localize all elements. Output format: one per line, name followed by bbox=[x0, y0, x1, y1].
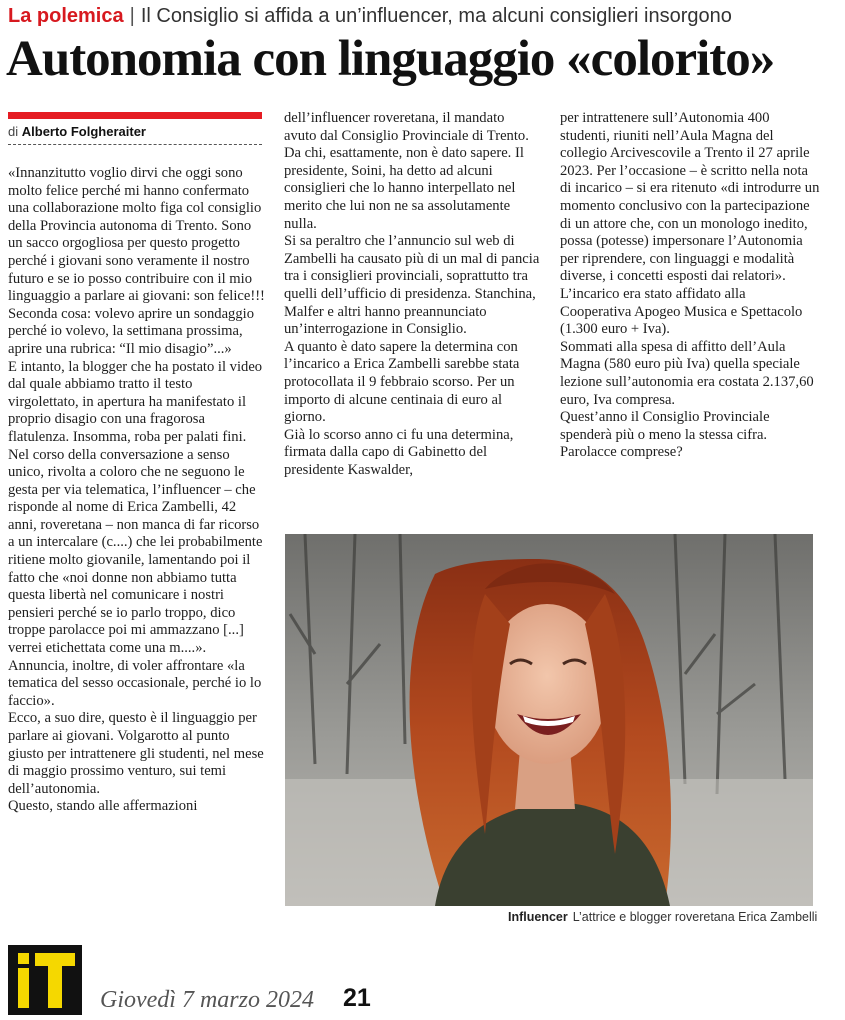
paragraph: Ecco, a suo dire, questo è il linguaggio per parlare ai giovani. Volgarotto al punto giusto per intrattenere gli studenti, nel mese di maggio prossimo venturo, sui temi dell’autonomia. bbox=[8, 710, 264, 797]
newspaper-logo bbox=[8, 945, 82, 1015]
byline bbox=[8, 123, 262, 145]
paragraph: Si sa peraltro che l’annuncio sul web di Zambelli ha causato più di un mal di pancia tra i consiglieri provinciali, soprattutto tra quelli dell’ufficio di presidenza. Stanchina, Malfer e altri hanno preannunciato un’interrogazione in Consiglio. bbox=[284, 233, 540, 338]
paragraph: Quest’anno il Consiglio Provinciale spenderà più o meno la stessa cifra. Parolacce comprese? bbox=[560, 409, 770, 461]
byline-author: Alberto Folgheraiter bbox=[21, 124, 146, 139]
headline: Autonomia con linguaggio «colorito» bbox=[6, 31, 775, 87]
section-label: La polemica bbox=[8, 5, 124, 27]
paragraph: Già lo scorso anno ci fu una determina, firmata dalla capo di Gabinetto del presidente Kaswalder, bbox=[284, 426, 514, 478]
kicker-separator: | bbox=[129, 5, 135, 27]
byline-prefix: di bbox=[8, 124, 19, 139]
paragraph: A quanto è dato sapere la determina con l’incarico a Erica Zambelli sarebbe stata protocollata il 9 febbraio scorso. Per un importo di alcune centinaia di euro al giorno. bbox=[284, 338, 520, 426]
accent-bar bbox=[8, 112, 262, 119]
photo-illustration bbox=[285, 534, 813, 906]
paragraph: per intrattenere sull’Autonomia 400 studenti, riuniti nell’Aula Magna del collegio Arcivescovile a Trento il 27 aprile 2023. Per l’occasione – è scritto nella nota di incarico – si era ritenuto «di introdurre un momento conclusivo con la partecipazione di un attore che, con un monologo inedito, possa (potesse) impersonare l’Autonomia per riprendere, con linguaggi e modalità diverse, i concetti esposti dai relatori». bbox=[560, 110, 820, 285]
caption-label: Influencer bbox=[508, 910, 568, 924]
article-column-3 bbox=[560, 110, 820, 462]
paragraph: L’incarico era stato affidato alla Cooperativa Apogeo Musica e Spettacolo (1.300 euro + Iva). bbox=[560, 285, 803, 338]
paragraph: Questo, stando alle affermazioni bbox=[8, 798, 198, 815]
page-number: 21 bbox=[343, 984, 371, 1012]
paragraph: E intanto, la blogger che ha postato il video dal quale abbiamo tratto il testo virgolettato, in apertura ha manifestato il proprio disagio con una fragorosa flatulenza. Insomma, roba per palati fini. bbox=[8, 358, 263, 445]
article-photo bbox=[285, 534, 813, 906]
paragraph: Sommati alla spesa di affitto dell’Aula Magna (580 euro più Iva) quella speciale lezione sull’autonomia era costata 2.137,60 euro, Iva compresa. bbox=[560, 338, 814, 408]
paragraph: dell’influencer roveretana, il mandato avuto dal Consiglio Provinciale di Trento. Da chi, esattamente, non è dato sapere. Il presidente, Soini, ha detto ad alcuni consiglieri che lo hanno interpellato nel merito che lui non ne sa assolutamente nulla. bbox=[284, 110, 529, 232]
caption-text: L’attrice e blogger roveretana Erica Zambelli bbox=[572, 910, 818, 924]
photo-caption bbox=[508, 910, 817, 924]
article-column-1 bbox=[8, 165, 266, 816]
article-column-2 bbox=[284, 110, 540, 479]
logo-icon bbox=[8, 945, 82, 1015]
paragraph: Nel corso della conversazione a senso unico, rivolta a coloro che ne seguono le gesta per via telematica, l’influencer – che risponde al nome di Erica Zambelli, 42 anni, roveretana – non manca di far ricorso a un intercalare (c....) che lei probabilmente ritiene molto giovanile, lamentando poi il fatto che «noi donne non abbiamo tutta questa libertà nel comunicare i nostri pensieri perché se io parlo troppo, dico troppe parolacce poi mi ammazzano [...] verrei etichettata come una m....». Annuncia, inoltre, di voler affrontare «la tematica del sesso occasionale, perché io lo faccio». bbox=[8, 446, 263, 709]
footer-date: Giovedì 7 marzo 2024 bbox=[100, 987, 314, 1013]
kicker bbox=[8, 2, 732, 30]
kicker-subtitle: Il Consiglio si affida a un’influencer, ma alcuni consiglieri insorgono bbox=[140, 5, 732, 27]
paragraph: «Innanzitutto voglio dirvi che oggi sono molto felice perché mi hanno confermato una collaborazione molto figa col consiglio della Provincia autonoma di Trento. Sono un sacco orgogliosa per questo progetto perché i giovani sono veramente il nostro futuro e se io posso contribuire con il mio linguaggio a parlare ai giovani: son felice!!! Seconda cosa: volevo aprire un sondaggio perché io volevo, la settimana prossima, aprire una rubrica: “Il mio disagio”...» bbox=[8, 165, 265, 357]
